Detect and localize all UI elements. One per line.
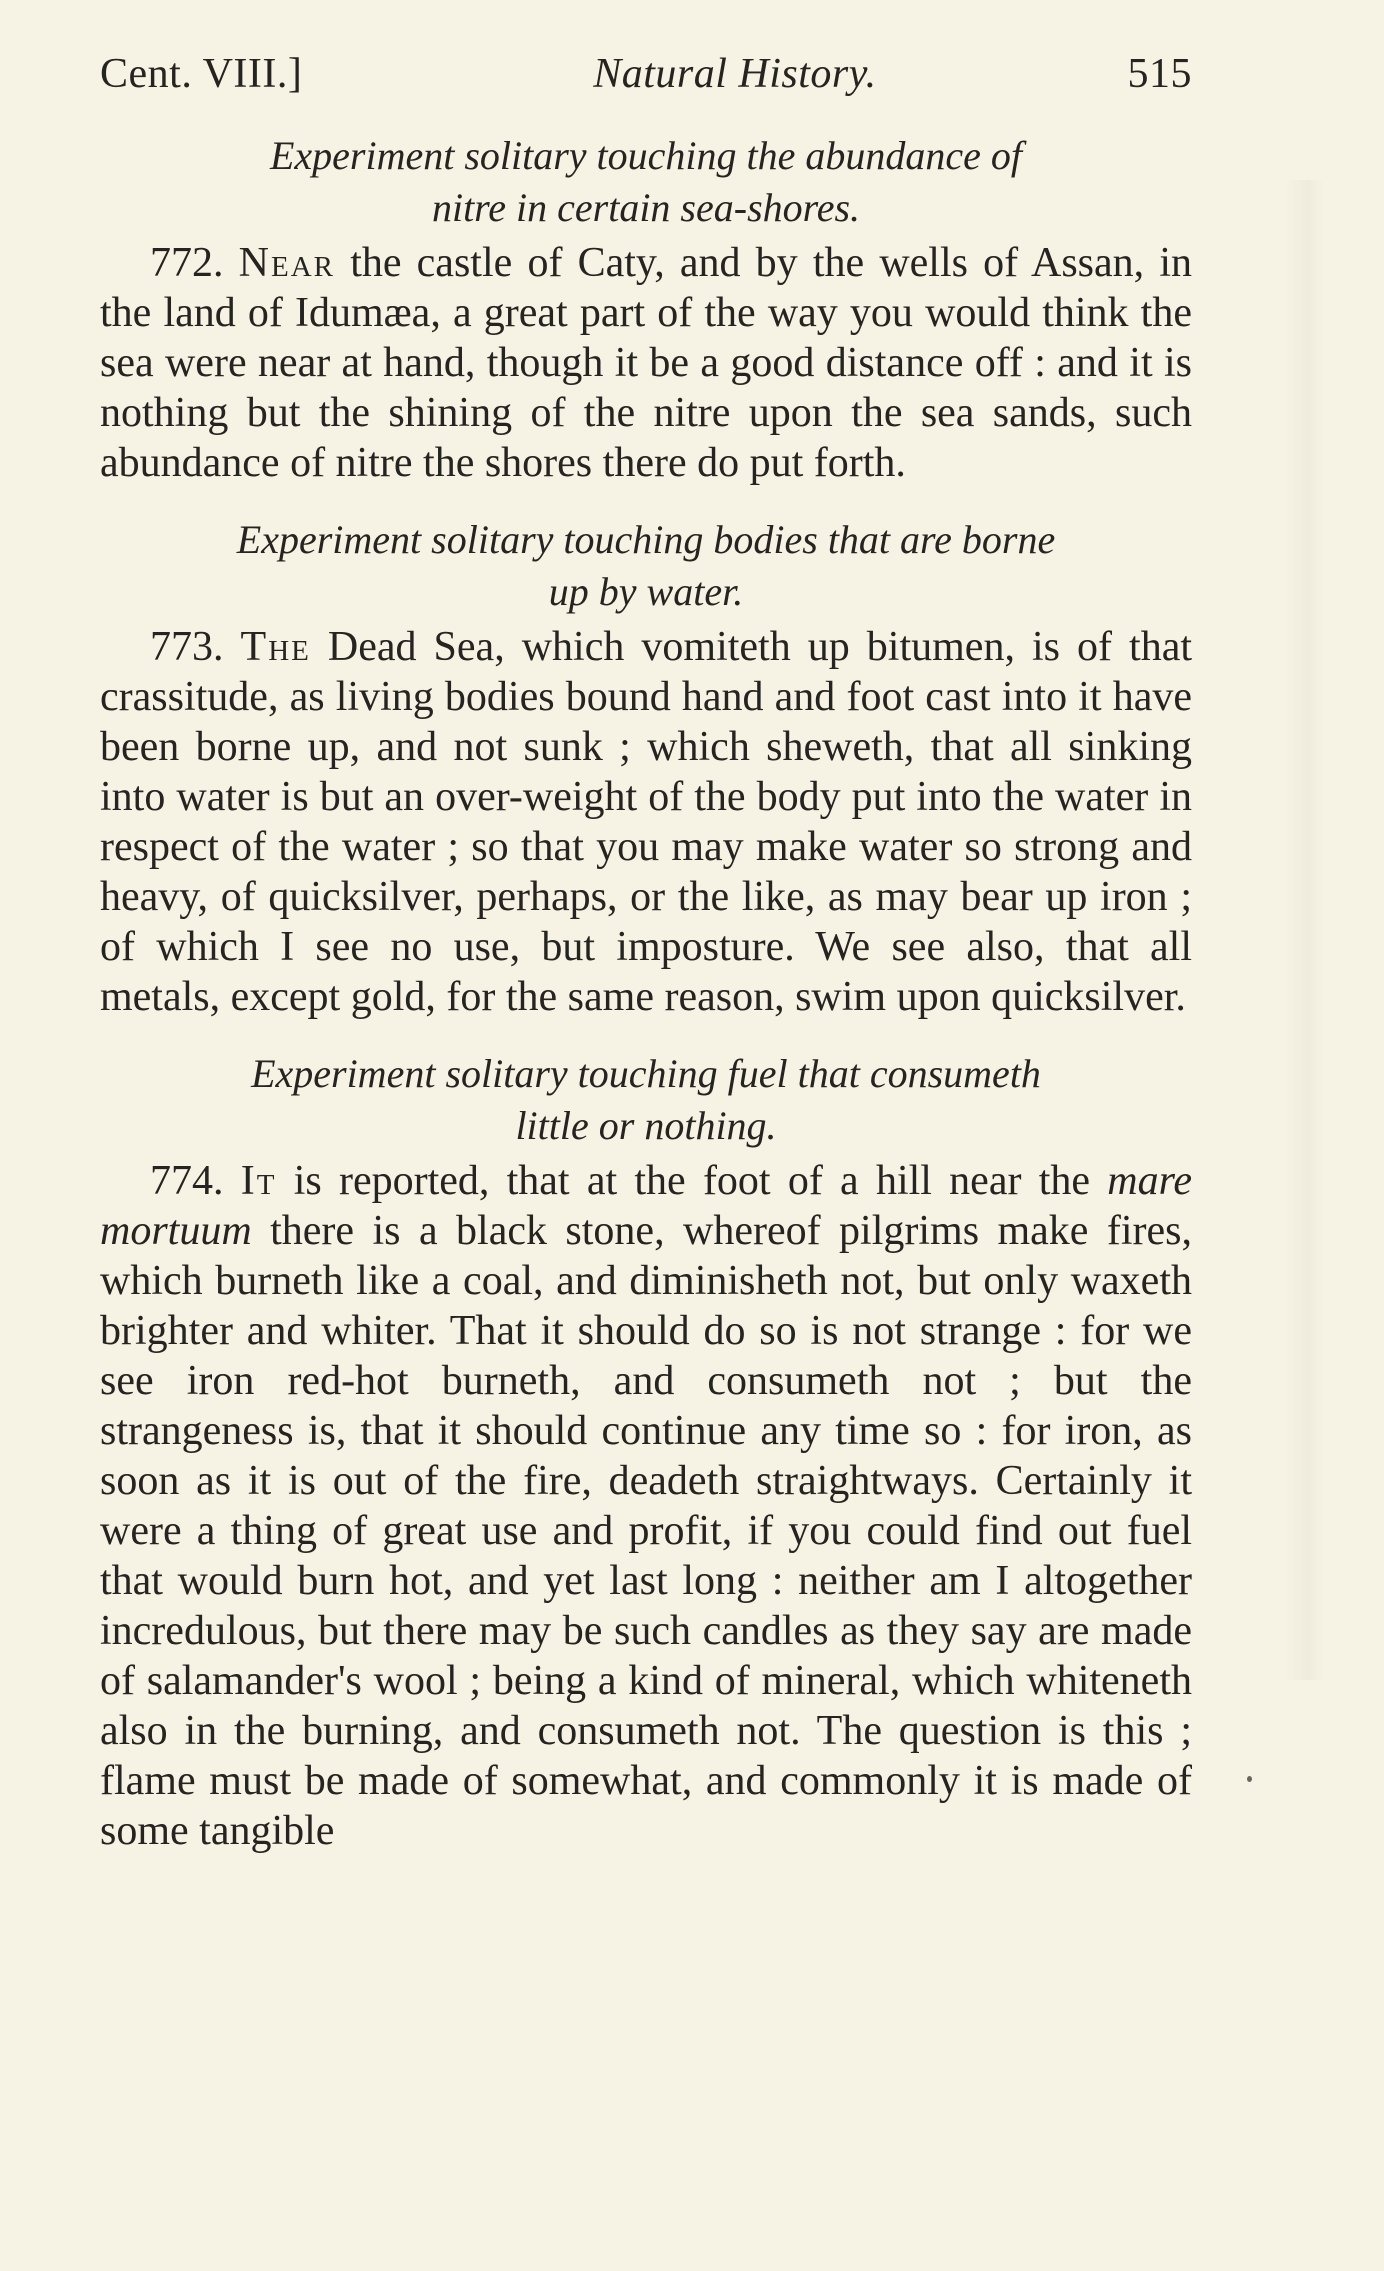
heading-line: Experiment solitary touching fuel that consumeth bbox=[251, 1051, 1041, 1096]
paragraph-body: the castle of Caty, and by the wells of Assan, in the land of Idumæa, a great part of the way you would think the sea were near at hand, though it be a good distance off : and it is nothing but the shining of the nitre upon the sea sands, such abundance of nitre the shores there do put forth. bbox=[100, 240, 1193, 486]
ink-speck bbox=[1247, 1776, 1252, 1782]
heading-line: little or nothing. bbox=[515, 1103, 777, 1148]
paragraph-number: 774. bbox=[150, 1158, 224, 1204]
page-number: 515 bbox=[1127, 51, 1192, 97]
paragraph-body-end: there is a black stone, whereof pilgrims make fires, which burneth like a coal, and diminisheth not, but only waxeth brighter and whiter. That it should do so is not strange : for we see iron red-hot burneth, and consumeth not ; but the strangeness is, that it should continue any time so : for iron, as soon as it is out of the fire, deadeth straightways. Certainly it were a thing of great use and profit, if you could find out fuel that would burn hot, and yet last long : neither am I altogether incredulous, but there may be such candles as they say are made of salamander's wool ; being a kind of mineral, which whiteneth also in the burning, and consumeth not. The question is this ; flame must be made of somewhat, and commonly it is made of some tangible bbox=[100, 1208, 1192, 1854]
running-header bbox=[100, 50, 1192, 120]
paragraph-774 bbox=[100, 1156, 1192, 1856]
section-heading-772 bbox=[100, 130, 1192, 234]
running-title: Natural History. bbox=[593, 51, 877, 97]
section-heading-774 bbox=[100, 1048, 1192, 1152]
paragraph-number: 772. bbox=[150, 240, 224, 286]
heading-line: Experiment solitary touching the abundance of bbox=[269, 133, 1023, 178]
heading-line: Experiment solitary touching bodies that are borne bbox=[236, 517, 1056, 562]
paragraph-773 bbox=[100, 622, 1192, 1022]
section-heading-773 bbox=[100, 514, 1192, 618]
heading-line: nitre in certain sea-shores. bbox=[431, 185, 861, 230]
paragraph-number: 773. bbox=[150, 624, 224, 670]
chapter-reference: Cent. VIII.] bbox=[100, 51, 303, 97]
paragraph-772 bbox=[100, 238, 1192, 488]
paragraph-lead-word: The bbox=[240, 624, 311, 670]
book-page bbox=[100, 50, 1192, 1882]
paragraph-body: Dead Sea, which vomiteth up bitumen, is of that crassitude, as living bodies bound hand and foot cast into it have been borne up, and not sunk ; which sheweth, that all sinking into water is but an over-weight of the body put into the water in respect of the water ; so that you may make water so strong and heavy, of quicksilver, perhaps, or the like, as may bear up iron ; of which I see no use, but imposture. We see also, that all metals, except gold, for the same reason, swim upon quicksilver. bbox=[100, 624, 1193, 1020]
latin-phrase: mare mortuum bbox=[100, 1158, 1193, 1254]
paragraph-lead-word: It bbox=[240, 1158, 277, 1204]
paragraph-body-start: is reported, that at the foot of a hill near the bbox=[293, 1158, 1091, 1204]
bleed-through-shadow bbox=[1284, 180, 1324, 1680]
heading-line: up by water. bbox=[548, 569, 744, 614]
paragraph-lead-word: Near bbox=[238, 240, 336, 286]
